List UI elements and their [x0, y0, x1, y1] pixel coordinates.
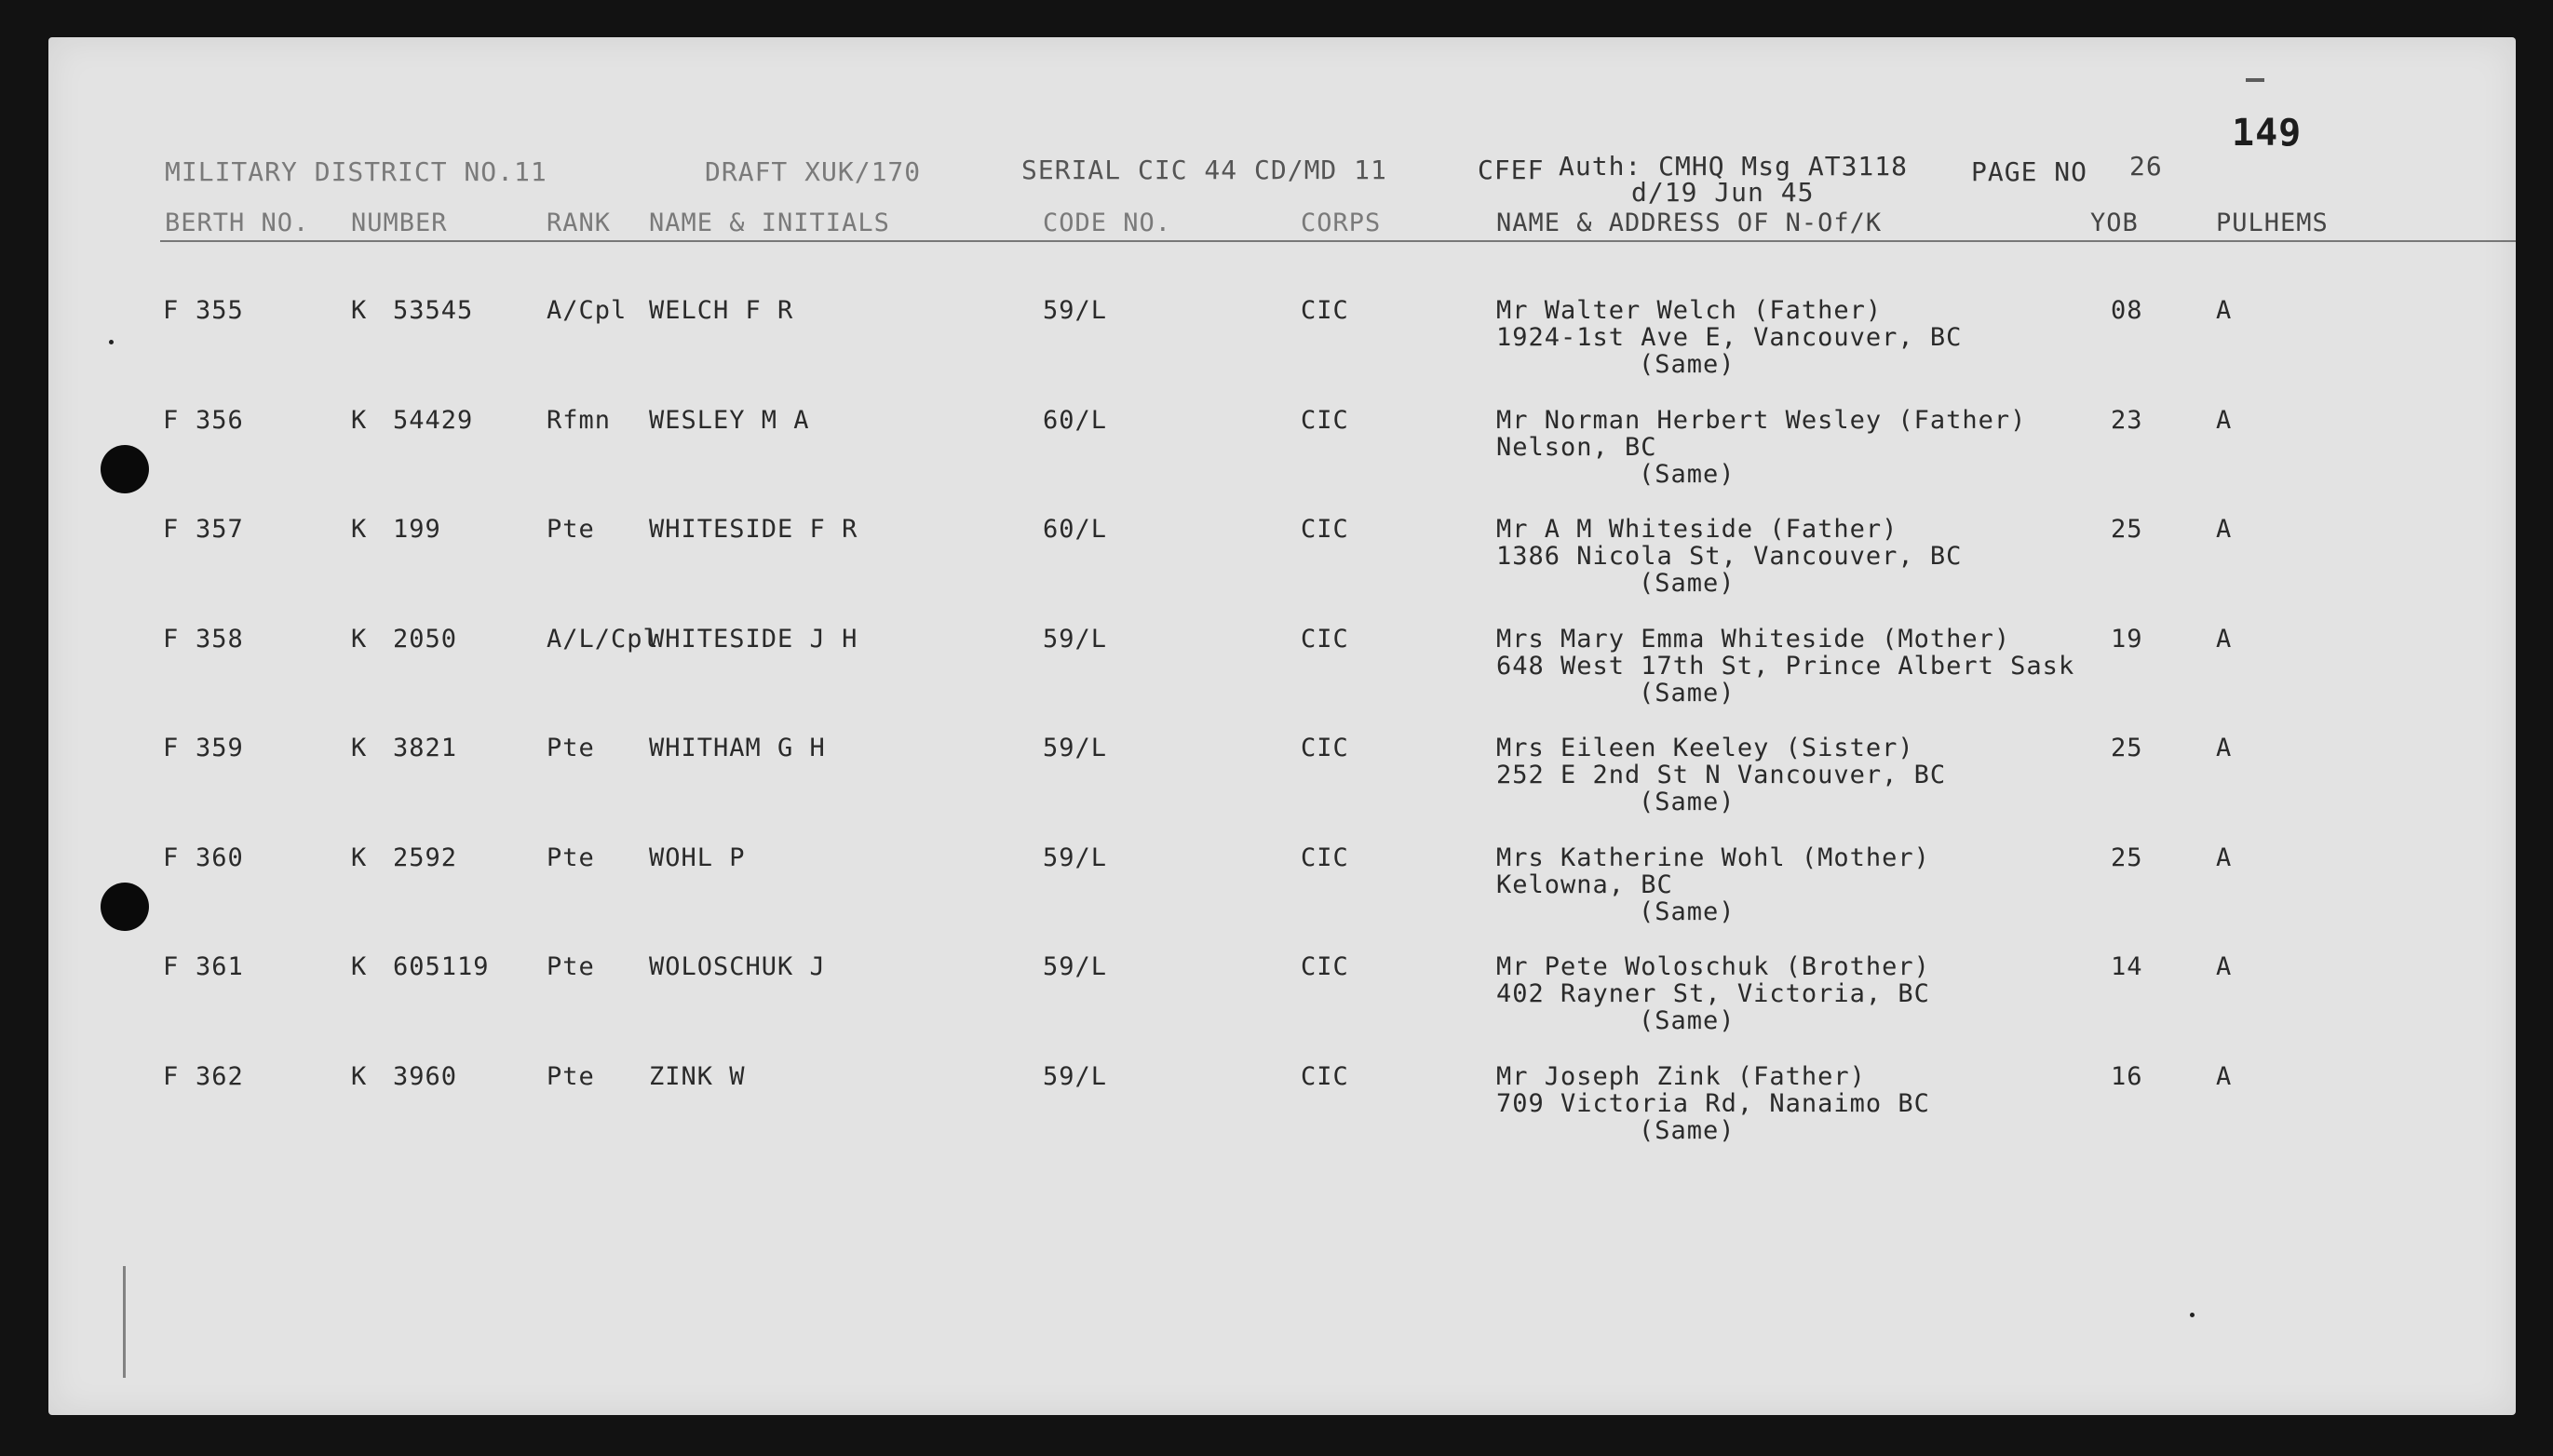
- rank-cell: A/L/Cpl: [547, 624, 659, 654]
- next-of-kin-line: Mr Walter Welch (Father): [1496, 296, 1883, 325]
- berth-letter: F: [163, 405, 180, 435]
- draft-label: DRAFT XUK/170: [705, 156, 922, 187]
- col-corps: CORPS: [1301, 209, 1382, 237]
- corps-cell: CIC: [1301, 952, 1349, 981]
- corps-cell: CIC: [1301, 296, 1349, 325]
- page-number: 26: [2129, 151, 2163, 182]
- next-of-kin-line: Mr Pete Woloschuk (Brother): [1496, 952, 1930, 981]
- rank-cell: Rfmn: [547, 405, 612, 435]
- yob-cell: 08: [2111, 296, 2143, 325]
- yob-cell: 25: [2111, 843, 2143, 872]
- pulhems-cell: A: [2216, 405, 2233, 435]
- next-of-kin-line: 648 West 17th St, Prince Albert Sask: [1496, 651, 2075, 681]
- scan-speck: [109, 340, 114, 344]
- service-number: 3960: [393, 1061, 458, 1091]
- yob-cell: 25: [2111, 734, 2143, 762]
- next-of-kin-line: Kelowna, BC: [1496, 870, 1673, 899]
- number-prefix: K: [351, 296, 368, 325]
- next-of-kin-line: (Same): [1639, 1115, 1736, 1145]
- code-cell: 59/L: [1043, 1061, 1108, 1091]
- service-number: 53545: [393, 296, 474, 325]
- corps-cell: CIC: [1301, 843, 1349, 872]
- pulhems-cell: A: [2216, 843, 2233, 872]
- auth-date: d/19 Jun 45: [1631, 177, 1815, 208]
- cfef-label: CFEF: [1478, 155, 1545, 185]
- pulhems-cell: A: [2216, 1061, 2233, 1091]
- auth-label: Auth: CMHQ Msg AT3118: [1559, 151, 1909, 182]
- number-prefix: K: [351, 843, 368, 872]
- name-cell: WHITESIDE J H: [649, 624, 858, 654]
- rank-cell: A/Cpl: [547, 296, 628, 325]
- pulhems-cell: A: [2216, 296, 2233, 325]
- next-of-kin-line: (Same): [1639, 897, 1736, 926]
- berth-number: 355: [196, 296, 244, 325]
- berth-letter: F: [163, 952, 180, 981]
- name-cell: WOLOSCHUK J: [649, 952, 826, 981]
- pulhems-cell: A: [2216, 515, 2233, 544]
- code-cell: 60/L: [1043, 515, 1108, 544]
- name-cell: WHITESIDE F R: [649, 515, 858, 544]
- number-prefix: K: [351, 624, 368, 654]
- punch-hole: [101, 445, 149, 493]
- berth-number: 359: [196, 734, 244, 762]
- next-of-kin-line: Mrs Mary Emma Whiteside (Mother): [1496, 624, 2011, 654]
- code-cell: 59/L: [1043, 624, 1108, 654]
- document-card: [48, 37, 2516, 1415]
- next-of-kin-line: (Same): [1639, 350, 1736, 379]
- next-of-kin-line: (Same): [1639, 569, 1736, 598]
- corps-cell: CIC: [1301, 405, 1349, 435]
- name-cell: ZINK W: [649, 1061, 746, 1091]
- service-number: 3821: [393, 734, 458, 762]
- name-cell: WESLEY M A: [649, 405, 810, 435]
- serial-label: SERIAL CIC 44 CD/MD 11: [1021, 155, 1387, 185]
- col-pulhems: PULHEMS: [2216, 209, 2329, 237]
- yob-cell: 23: [2111, 405, 2143, 435]
- service-number: 2592: [393, 843, 458, 872]
- berth-number: 360: [196, 843, 244, 872]
- code-cell: 59/L: [1043, 843, 1108, 872]
- next-of-kin-line: 1924-1st Ave E, Vancouver, BC: [1496, 323, 1963, 352]
- code-cell: 59/L: [1043, 296, 1108, 325]
- code-cell: 59/L: [1043, 952, 1108, 981]
- next-of-kin-line: Mrs Katherine Wohl (Mother): [1496, 843, 1930, 872]
- col-name: NAME & INITIALS: [649, 209, 890, 237]
- name-cell: WHITHAM G H: [649, 734, 826, 762]
- number-prefix: K: [351, 405, 368, 435]
- next-of-kin-line: Nelson, BC: [1496, 432, 1657, 462]
- col-berth: BERTH NO.: [165, 209, 310, 237]
- yob-cell: 25: [2111, 515, 2143, 544]
- next-of-kin-line: 709 Victoria Rd, Nanaimo BC: [1496, 1088, 1930, 1118]
- yob-cell: 14: [2111, 952, 2143, 981]
- col-yob: YOB: [2090, 209, 2139, 237]
- next-of-kin-line: Mr A M Whiteside (Father): [1496, 515, 1898, 544]
- berth-letter: F: [163, 734, 180, 762]
- rank-cell: Pte: [547, 952, 595, 981]
- col-code: CODE NO.: [1043, 209, 1172, 237]
- number-prefix: K: [351, 1061, 368, 1091]
- header-rule: [160, 240, 2516, 242]
- yob-cell: 16: [2111, 1061, 2143, 1091]
- code-cell: 59/L: [1043, 734, 1108, 762]
- berth-letter: F: [163, 1061, 180, 1091]
- next-of-kin-line: (Same): [1639, 1006, 1736, 1035]
- next-of-kin-line: Mr Norman Herbert Wesley (Father): [1496, 405, 2027, 435]
- corps-cell: CIC: [1301, 515, 1349, 544]
- rank-cell: Pte: [547, 843, 595, 872]
- berth-letter: F: [163, 296, 180, 325]
- scan-speck: [123, 1266, 126, 1378]
- next-of-kin-line: 1386 Nicola St, Vancouver, BC: [1496, 542, 1963, 571]
- next-of-kin-line: 252 E 2nd St N Vancouver, BC: [1496, 761, 1947, 789]
- berth-letter: F: [163, 624, 180, 654]
- scan-speck: [2190, 1313, 2195, 1317]
- next-of-kin-line: (Same): [1639, 788, 1736, 816]
- col-number: NUMBER: [351, 209, 448, 237]
- next-of-kin-line: Mrs Eileen Keeley (Sister): [1496, 734, 1914, 762]
- berth-number: 356: [196, 405, 244, 435]
- rank-cell: Pte: [547, 515, 595, 544]
- next-of-kin-line: (Same): [1639, 459, 1736, 489]
- scan-speck: [2246, 78, 2264, 82]
- berth-letter: F: [163, 843, 180, 872]
- berth-number: 362: [196, 1061, 244, 1091]
- number-prefix: K: [351, 515, 368, 544]
- yob-cell: 19: [2111, 624, 2143, 654]
- district-label: MILITARY DISTRICT NO.11: [165, 156, 547, 187]
- col-rank: RANK: [547, 209, 612, 237]
- corps-cell: CIC: [1301, 624, 1349, 654]
- next-of-kin-line: Mr Joseph Zink (Father): [1496, 1061, 1866, 1091]
- punch-hole: [101, 883, 149, 931]
- code-cell: 60/L: [1043, 405, 1108, 435]
- next-of-kin-line: (Same): [1639, 678, 1736, 708]
- pulhems-cell: A: [2216, 734, 2233, 762]
- berth-number: 358: [196, 624, 244, 654]
- stamped-number: 149: [2232, 112, 2303, 155]
- next-of-kin-line: 402 Rayner St, Victoria, BC: [1496, 979, 1930, 1008]
- col-nok: NAME & ADDRESS OF N-Of/K: [1496, 209, 1883, 237]
- number-prefix: K: [351, 952, 368, 981]
- corps-cell: CIC: [1301, 734, 1349, 762]
- corps-cell: CIC: [1301, 1061, 1349, 1091]
- service-number: 54429: [393, 405, 474, 435]
- name-cell: WOHL P: [649, 843, 746, 872]
- rank-cell: Pte: [547, 1061, 595, 1091]
- berth-letter: F: [163, 515, 180, 544]
- service-number: 2050: [393, 624, 458, 654]
- pulhems-cell: A: [2216, 952, 2233, 981]
- name-cell: WELCH F R: [649, 296, 794, 325]
- rank-cell: Pte: [547, 734, 595, 762]
- berth-number: 357: [196, 515, 244, 544]
- pulhems-cell: A: [2216, 624, 2233, 654]
- berth-number: 361: [196, 952, 244, 981]
- number-prefix: K: [351, 734, 368, 762]
- page-label: PAGE NO: [1971, 156, 2088, 187]
- service-number: 605119: [393, 952, 490, 981]
- service-number: 199: [393, 515, 441, 544]
